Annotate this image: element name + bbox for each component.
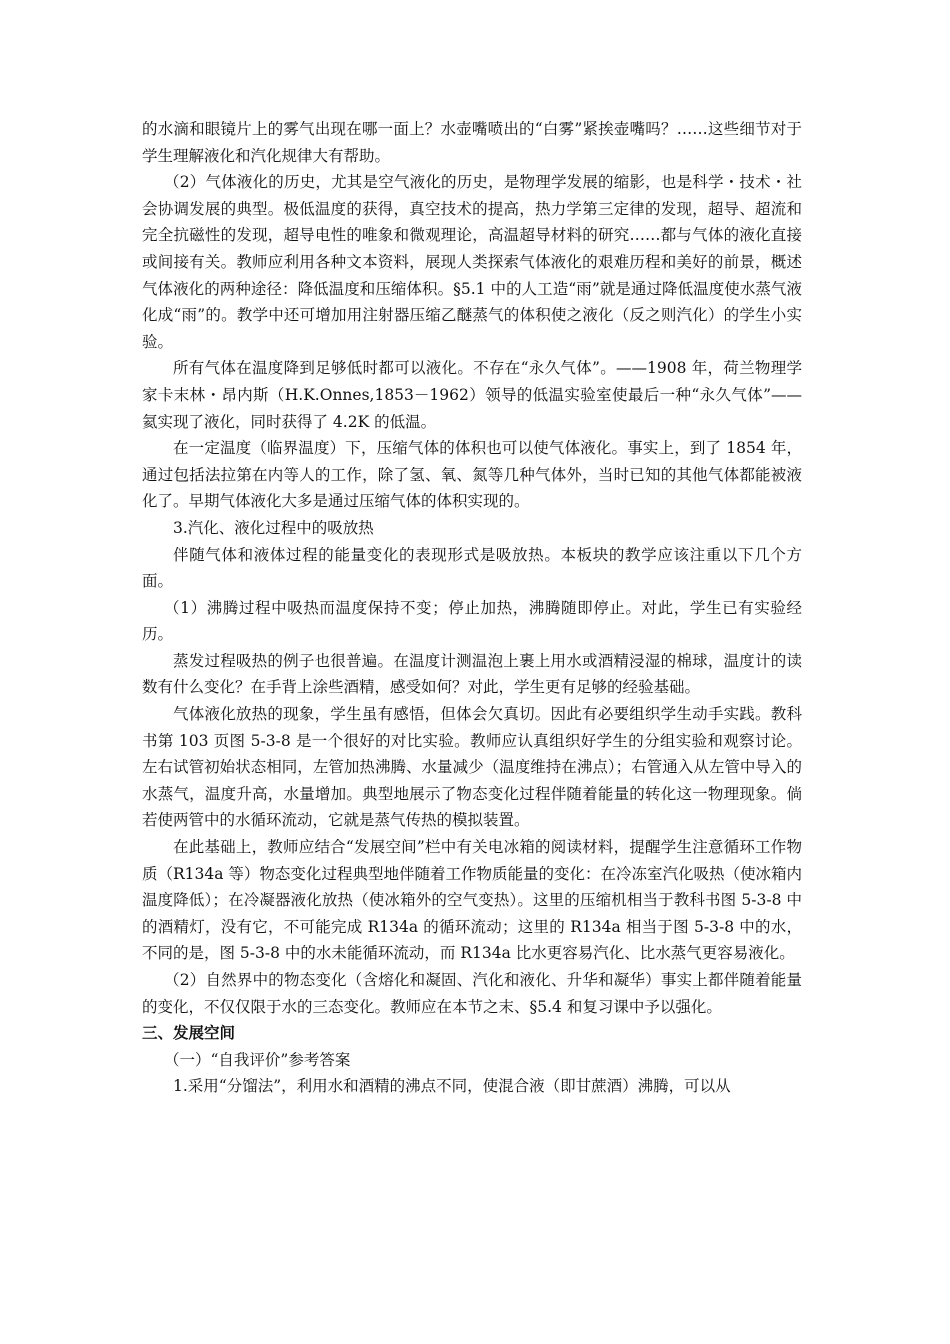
paragraph-critical-temperature: 在一定温度（临界温度）下，压缩气体的体积也可以使气体液化。事实上，到了 1854 年，通过包括法拉第在内等人的工作，除了氢、氧、氮等几种气体外，当时已知的其他气体都能被液化了。早期气体液化大多是通过压缩气体的体积实现的。 — [142, 439, 802, 511]
paragraph-permanent-gas: 所有气体在温度降到足够低时都可以液化。不存在“永久气体”。——1908 年，荷兰物理学家卡末林・昂内斯（H.K.Onnes,1853－1962）领导的低温实验室使最后一种“永久气体”——氦实现了液化，同时获得了 4.2K 的低温。 — [142, 359, 802, 431]
paragraph-evaporation: 蒸发过程吸热的例子也很普遍。在温度计测温泡上裹上用水或酒精浸湿的棉球，温度计的读数有什么变化？在手背上涂些酒精，感受如何？对此，学生更有足够的经验基础。 — [142, 651, 802, 697]
document-body — [142, 116, 802, 1100]
paragraph-liquefaction-history: （2）气体液化的历史，尤其是空气液化的历史，是物理学发展的缩影，也是科学・技术・社会协调发展的典型。极低温度的获得，真空技术的提高，热力学第三定律的发现，超导、超流和完全抗磁性的发现，超导电性的唯象和微观理论，高温超导材料的研究……都与气体的液化直接或间接有关。教师应利用各种文本资料，展现人类探索气体液化的艰难历程和美好的前景，概述气体液化的两种途径：降低温度和压缩体积。§5.1 中的人工造“雨”就是通过降低温度使水蒸气液化成“雨”的。教学中还可增加用注射器压缩乙醚蒸气的体积使之液化（反之则汽化）的学生小实验。 — [142, 173, 802, 351]
paragraph-refrigerator: 在此基础上，教师应结合“发展空间”栏中有关电冰箱的阅读材料，提醒学生注意循环工作物质（R134a 等）物态变化过程典型地伴随着工作物质能量的变化：在冷冻室汽化吸热（使冰箱内温度降低）；在冷凝器液化放热（使冰箱外的空气变热）。这里的压缩机相当于教科书图 5-3-8 中的酒精灯，没有它，不可能完成 R134a 的循环流动；这里的 R134a 相当于图 5-3-8 中的水，不同的是，图 5-3-8 中的水未能循环流动，而 R134a 比水更容易汽化、比水蒸气更容易液化。 — [142, 838, 802, 963]
section-title-heat-exchange: 3.汽化、液化过程中的吸放热 — [173, 518, 374, 537]
paragraph-boiling: （1）沸腾过程中吸热而温度保持不变；停止加热，沸腾随即停止。对此，学生已有实验经历。 — [142, 598, 802, 644]
paragraph-heat-intro: 伴随气体和液体过程的能量变化的表现形式是吸放热。本板块的教学应该注重以下几个方面。 — [142, 545, 802, 591]
subheading-self-evaluation: （一）“自我评价”参考答案 — [164, 1050, 351, 1069]
paragraph-continuation: 的水滴和眼镜片上的雾气出现在哪一面上？水壶嘴喷出的“白雾”紧挨壶嘴吗？……这些细节对于学生理解液化和汽化规律大有帮助。 — [142, 120, 802, 165]
paragraph-liquefaction-heat: 气体液化放热的现象，学生虽有感悟，但体会欠真切。因此有必要组织学生动手实践。教科书第 103 页图 5-3-8 是一个很好的对比实验。教师应认真组织好学生的分组实验和观察讨论。左右试管初始状态相同，左管加热沸腾、水量减少（温度维持在沸点）；右管通入从左管中导入的水蒸气，温度升高，水量增加。典型地展示了物态变化过程伴随着能量的转化这一物理现象。倘若使两管中的水循环流动，它就是蒸气传热的模拟装置。 — [142, 705, 802, 830]
paragraph-answer-1: 1.采用“分馏法”，利用水和酒精的沸点不同，使混合液（即甘蔗酒）沸腾，可以从 — [173, 1077, 731, 1096]
section-heading: 三、发展空间 — [142, 1024, 236, 1043]
paragraph-nature-changes: （2）自然界中的物态变化（含熔化和凝固、汽化和液化、升华和凝华）事实上都伴随着能量的变化，不仅仅限于水的三态变化。教师应在本节之末、§5.4 和复习课中予以强化。 — [142, 971, 802, 1016]
